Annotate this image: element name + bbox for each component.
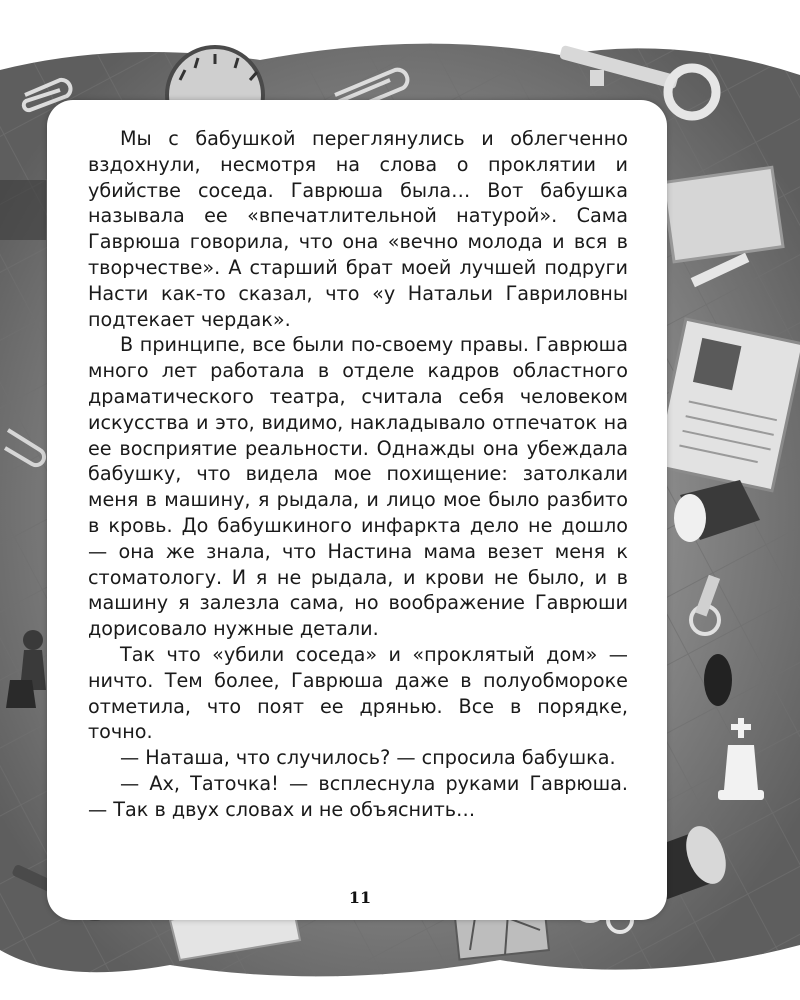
- paragraph: В принципе, все были по-своему правы. Гаврюша много лет работала в отделе кадров областного драматического театра, считала себя человеком искусства и это, видимо, накладывало отпечаток на ее восприятие реальности. Однажды она убеждала бабушку, что видела мое похищение: затолкали меня в машину, я рыдала, и лицо мое было разбито в кровь. До бабушкиного инфаркта дело не дошло — она же знала, что Настина мама везет меня к стоматологу. И я не рыдала, и крови не было, и в машину я залезла сама, но воображение Гаврюши дорисовало нужные детали.: [88, 333, 628, 641]
- paragraph: Так что «убили соседа» и «проклятый дом» — ничто. Тем более, Гаврюша даже в полуобмороке отметила, что поят ее дрянью. Все в порядке, точно.: [88, 642, 628, 744]
- floor-tile: [0, 180, 46, 240]
- paragraph: Мы с бабушкой переглянулись и облегченно вздохнули, несмотря на слова о проклятии и убийстве соседа. Гаврюша была… Вот бабушка называла ее «впечатлительной натурой». Сама Гаврюша говорила, что она «вечно молода и вся в творчестве». А старший брат моей лучшей подруги Насти как-то сказал, что «у Натальи Гавриловны подтекает чердак».: [88, 127, 628, 331]
- chess-knight-icon: [6, 680, 36, 708]
- paragraph: — Ах, Таточка! — всплеснула руками Гаврюша. — Так в двух словах и не объяснить…: [88, 771, 628, 821]
- page-body: [88, 126, 628, 823]
- envelope-icon: [663, 167, 783, 262]
- paragraph: — Наташа, что случилось? — спросила бабушка.: [120, 746, 616, 770]
- page-number: 11: [348, 888, 372, 907]
